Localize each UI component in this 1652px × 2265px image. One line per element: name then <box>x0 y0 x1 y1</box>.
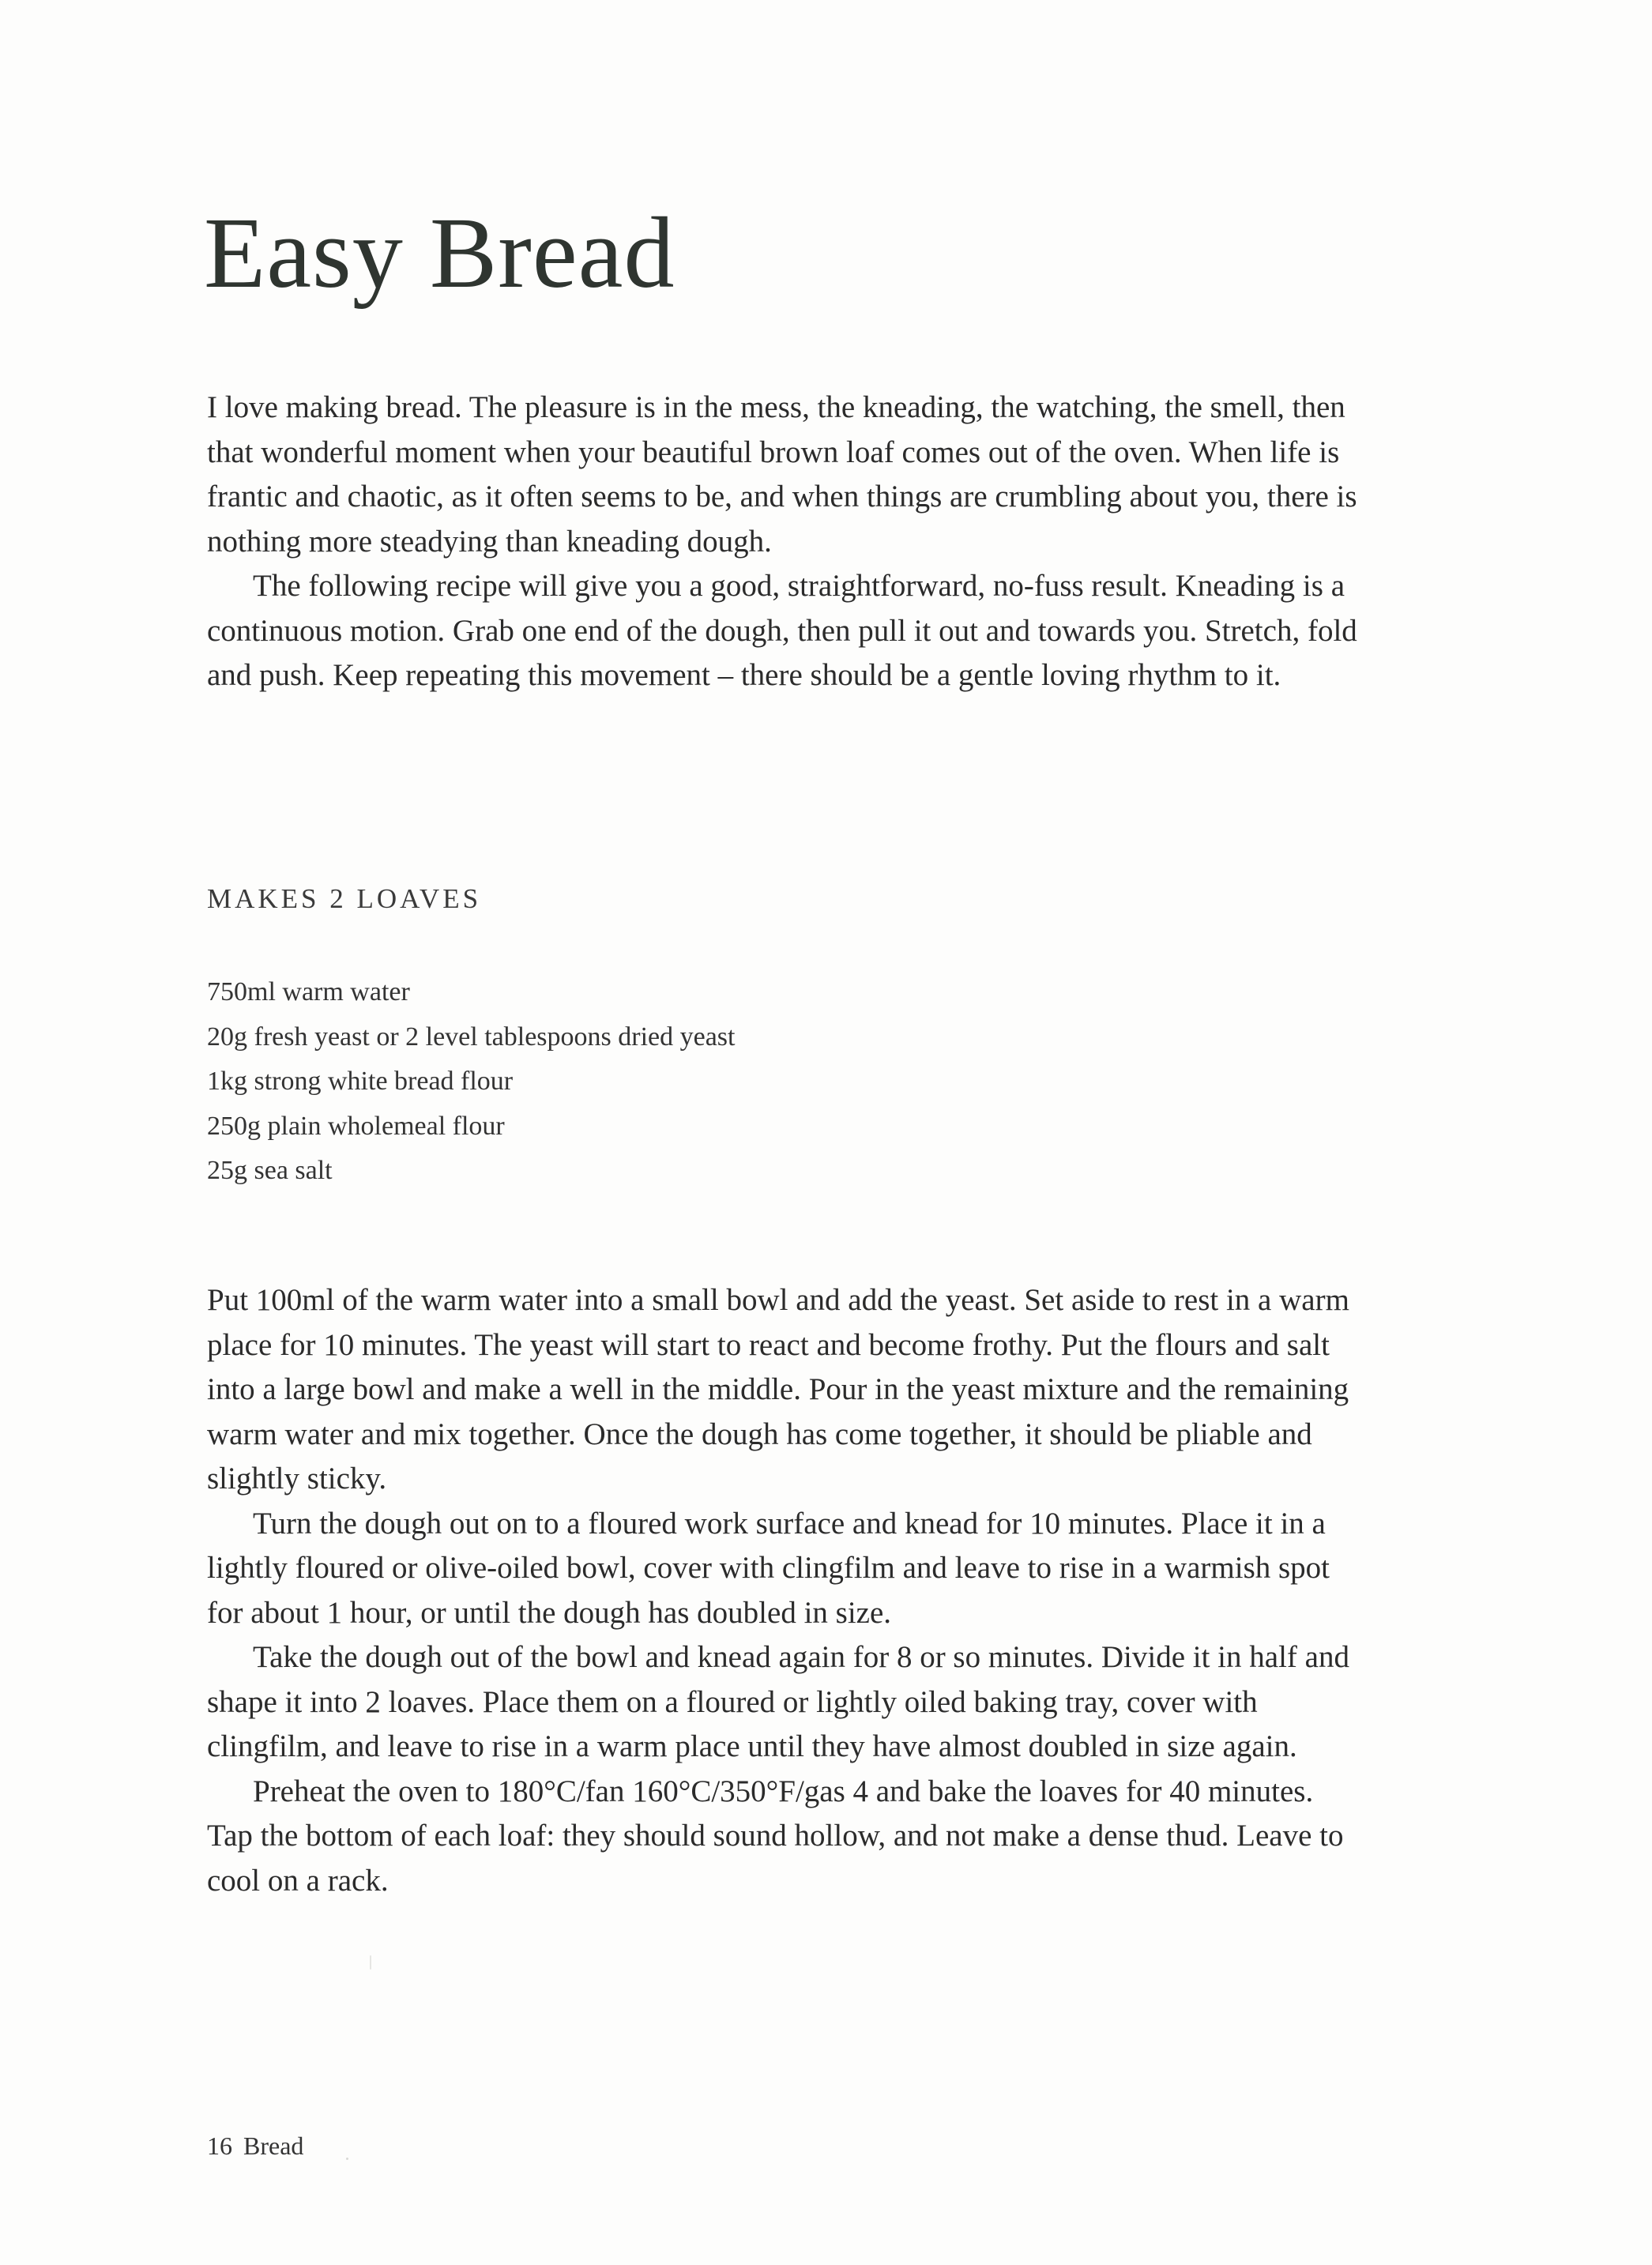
recipe-title: Easy Bread <box>204 197 675 309</box>
page-number: 16 <box>207 2131 232 2160</box>
ingredient-item: 250g plain wholemeal flour <box>207 1111 505 1141</box>
intro-text <box>207 386 1360 698</box>
ingredient-item: 750ml warm water <box>207 977 410 1006</box>
ingredient-item: 1kg strong white bread flour <box>207 1067 514 1096</box>
method-step: Put 100ml of the warm water into a small bowl and add the yeast. Set aside to rest in a warm place for 10 minutes. The yeast will start to react and become frothy. Put the flours and salt into a large bowl and make a well in the middle. Pour in the yeast mixture and the remaining warm water and mix together. Once the dough has come together, it should be pliable and slightly sticky. <box>207 1283 1349 1496</box>
section-name: Bread <box>243 2131 304 2160</box>
scan-speck <box>370 1955 371 1970</box>
ingredient-list <box>207 970 735 1194</box>
intro-paragraph: I love making bread. The pleasure is in the mess, the kneading, the watching, the smell, then that wonderful moment when your beautiful brown loaf comes out of the oven. When life is frantic and chaotic, as it often seems to be, and when things are crumbling about you, there is nothing more steadying than kneading dough. <box>207 390 1357 559</box>
ingredient-item: 25g sea salt <box>207 1156 333 1185</box>
method-text <box>207 1278 1360 1903</box>
ingredient-item: 20g fresh yeast or 2 level tablespoons dried yeast <box>207 1022 736 1052</box>
method-step: Take the dough out of the bowl and knead again for 8 or so minutes. Divide it in half and shape it into 2 loaves. Place them on a floured or lightly oiled baking tray, cover with clingfilm, and leave to rise in a warm place until they have almost doubled in size again. <box>207 1640 1349 1763</box>
recipe-yield: MAKES 2 LOAVES <box>207 883 482 914</box>
method-step: Turn the dough out on to a floured work surface and knead for 10 minutes. Place it in a lightly floured or olive-oiled bowl, cover with clingfilm and leave to rise in a warmish spot for about 1 hour, or until the dough has doubled in size. <box>207 1506 1330 1630</box>
intro-paragraph: The following recipe will give you a good, straightforward, no-fuss result. Kneading is a continuous motion. Grab one end of the dough, then pull it out and towards you. Stretch, fold and push. Keep repeating this movement – there should be a gentle loving rhythm to it. <box>207 569 1357 692</box>
scan-speck <box>346 2158 348 2160</box>
method-step: Preheat the oven to 180°C/fan 160°C/350°F/gas 4 and bake the loaves for 40 minutes. Tap the bottom of each loaf: they should sound hollow, and not make a dense thud. Leave to cool on a rack. <box>207 1774 1344 1898</box>
page-footer <box>207 2131 303 2161</box>
